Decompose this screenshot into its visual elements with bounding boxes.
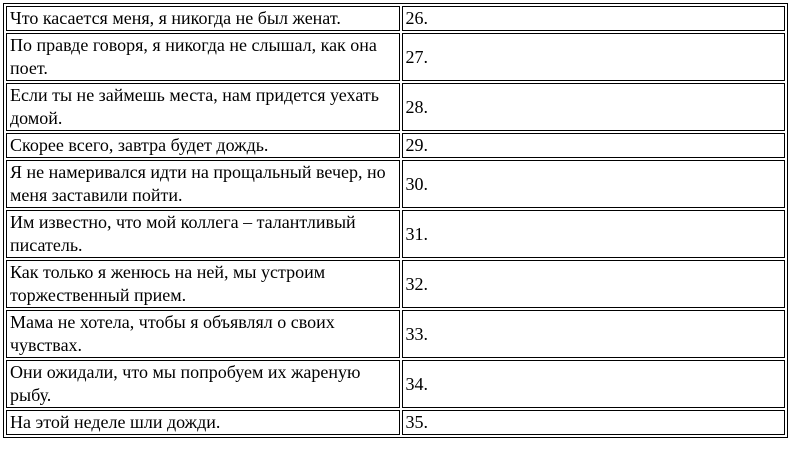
answer-cell: 31. [402,210,786,258]
table-row [6,6,785,31]
sentence-cell: Как только я женюсь на ней, мы устроим торжественный прием. [6,260,400,308]
table-row [6,360,785,408]
sentence-cell: На этой неделе шли дожди. [6,410,400,435]
sentence-cell: По правде говоря, я никогда не слышал, как она поет. [6,33,400,81]
table-row [6,210,785,258]
table-row [6,310,785,358]
answer-cell: 26. [402,6,786,31]
sentence-cell: Я не намеривался идти на прощальный вечер, но меня заставили пойти. [6,160,400,208]
table-row [6,410,785,435]
answer-cell: 29. [402,133,786,158]
answer-cell: 30. [402,160,786,208]
sentence-cell: Им известно, что мой коллега – талантливый писатель. [6,210,400,258]
answer-cell: 34. [402,360,786,408]
answer-cell: 27. [402,33,786,81]
table-row [6,160,785,208]
translation-table [3,3,788,438]
table-row [6,260,785,308]
answer-cell: 35. [402,410,786,435]
answer-cell: 28. [402,83,786,131]
sentence-cell: Мама не хотела, чтобы я объявлял о своих чувствах. [6,310,400,358]
table-row [6,83,785,131]
table-row [6,33,785,81]
answer-cell: 33. [402,310,786,358]
exercise-sheet [3,3,788,445]
table-row [6,133,785,158]
sentence-cell: Если ты не займешь места, нам придется уехать домой. [6,83,400,131]
sentence-cell: Скорее всего, завтра будет дождь. [6,133,400,158]
sentence-cell: Что касается меня, я никогда не был женат. [6,6,400,31]
sentence-cell: Они ожидали, что мы попробуем их жареную рыбу. [6,360,400,408]
answer-cell: 32. [402,260,786,308]
